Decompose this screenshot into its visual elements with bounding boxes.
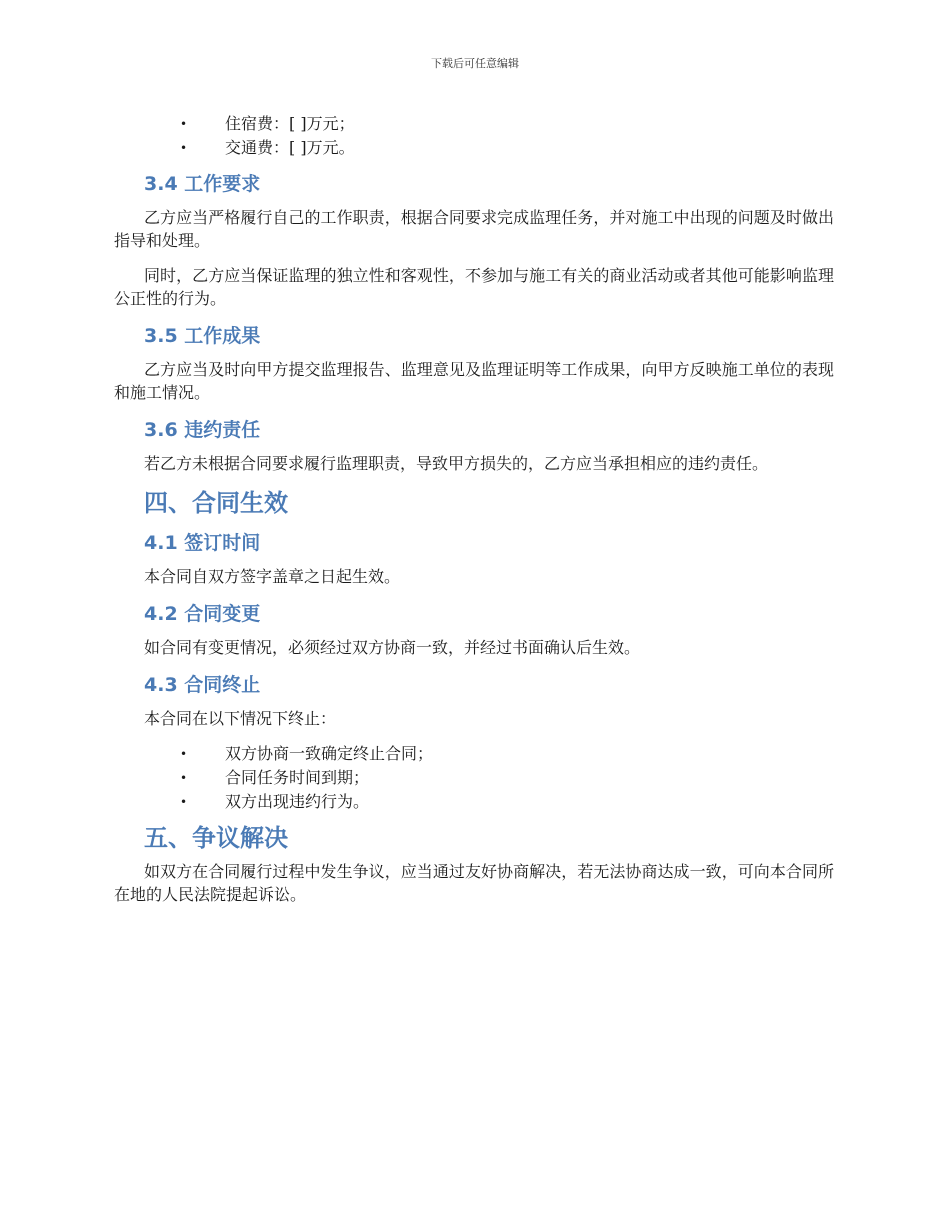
termination-list bbox=[114, 742, 834, 814]
chapter-heading-4: 四、合同生效 bbox=[144, 489, 288, 517]
section-heading-4-1: 4.1 签订时间 bbox=[144, 532, 261, 554]
paragraph: 如合同有变更情况，必须经过双方协商一致，并经过书面确认后生效。 bbox=[144, 638, 641, 657]
list-item-text: 住宿费：[ ]万元； bbox=[225, 114, 355, 133]
expense-list bbox=[114, 112, 834, 160]
section-heading-4-2: 4.2 合同变更 bbox=[144, 603, 261, 625]
section-heading-3-4: 3.4 工作要求 bbox=[144, 173, 261, 195]
list-item bbox=[114, 766, 834, 790]
list-item-text: 合同任务时间到期； bbox=[225, 768, 370, 787]
section-heading-4-3: 4.3 合同终止 bbox=[144, 674, 261, 696]
list-item bbox=[114, 742, 834, 766]
paragraph: 同时，乙方应当保证监理的独立性和客观性，不参加与施工有关的商业活动或者其他可能影响监理公正性的行为。 bbox=[114, 266, 834, 308]
page-header: 下载后可任意编辑 bbox=[431, 57, 519, 70]
bullet-icon: • bbox=[180, 795, 188, 809]
bullet-icon: • bbox=[180, 747, 188, 761]
document-body bbox=[114, 112, 834, 918]
chapter-heading-5: 五、争议解决 bbox=[144, 824, 288, 852]
list-item bbox=[114, 790, 834, 814]
bullet-icon: • bbox=[180, 117, 188, 131]
list-item-text: 双方协商一致确定终止合同； bbox=[225, 744, 434, 763]
paragraph: 如双方在合同履行过程中发生争议，应当通过友好协商解决，若无法协商达成一致，可向本合同所在地的人民法院提起诉讼。 bbox=[114, 862, 834, 904]
section-heading-3-5: 3.5 工作成果 bbox=[144, 325, 261, 347]
list-item-text: 双方出现违约行为。 bbox=[225, 792, 370, 811]
list-item bbox=[114, 136, 834, 160]
bullet-icon: • bbox=[180, 141, 188, 155]
section-heading-3-6: 3.6 违约责任 bbox=[144, 419, 261, 441]
list-item-text: 交通费：[ ]万元。 bbox=[225, 138, 355, 157]
paragraph: 本合同自双方签字盖章之日起生效。 bbox=[144, 567, 401, 586]
paragraph: 乙方应当严格履行自己的工作职责，根据合同要求完成监理任务，并对施工中出现的问题及时做出指导和处理。 bbox=[114, 208, 834, 250]
paragraph: 若乙方未根据合同要求履行监理职责，导致甲方损失的，乙方应当承担相应的违约责任。 bbox=[144, 454, 769, 473]
list-item bbox=[114, 112, 834, 136]
paragraph: 本合同在以下情况下终止： bbox=[144, 709, 337, 728]
bullet-icon: • bbox=[180, 771, 188, 785]
paragraph: 乙方应当及时向甲方提交监理报告、监理意见及监理证明等工作成果，向甲方反映施工单位的表现和施工情况。 bbox=[114, 360, 834, 402]
